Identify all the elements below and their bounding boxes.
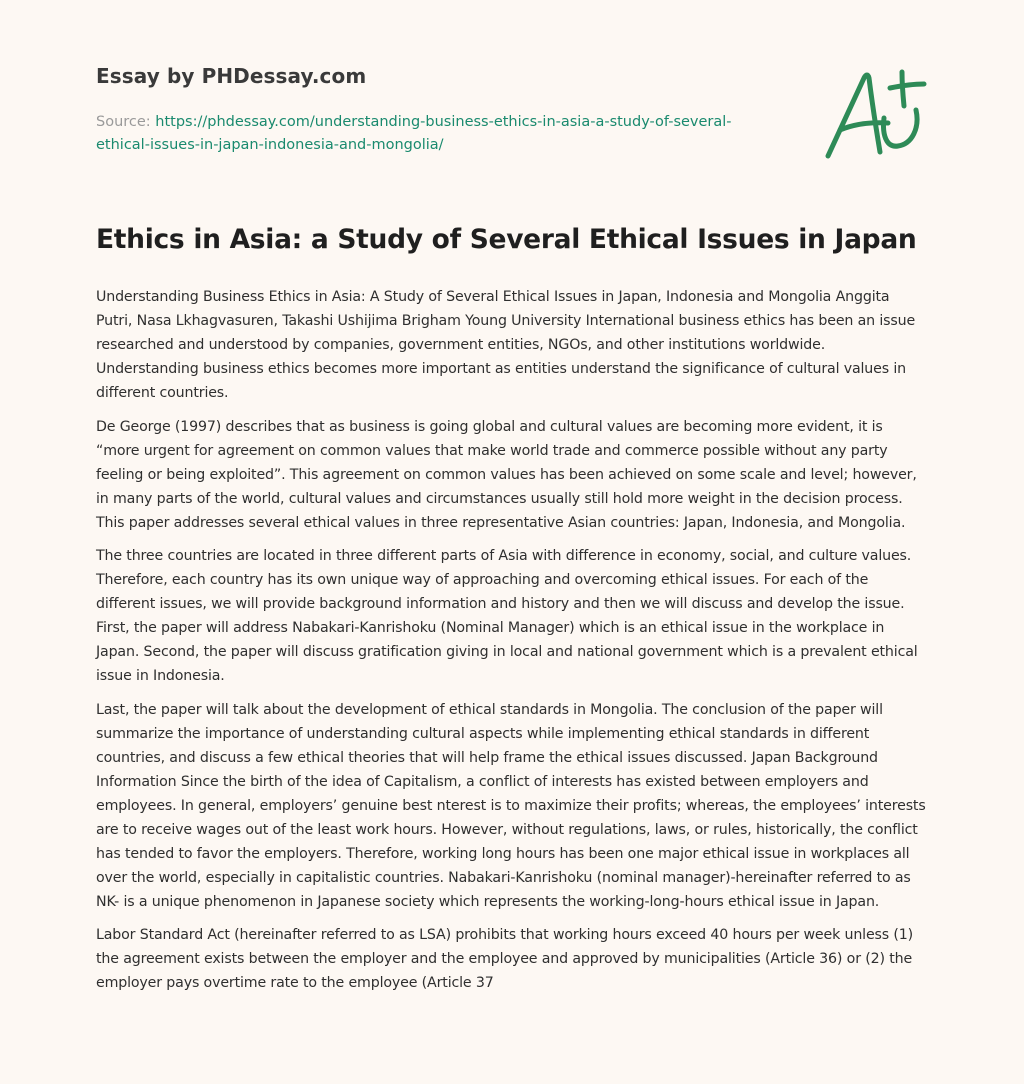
source-link-line-2: ethical-issues-in-japan-indonesia-and-mongolia/: [96, 137, 444, 153]
source-link-line-1: https://phdessay.com/understanding-business-ethics-in-asia-a-study-of-several-: [155, 114, 732, 130]
source-line: [96, 111, 796, 157]
essay-paragraph: De George (1997) describes that as business is going global and cultural values are becoming more evident, it is “more urgent for agreement on common values that make world trade and commerce possible without any party feeling or being exploited”. This agreement on common values has been achieved on some scale and level; however, in many parts of the world, cultural values and circumstances usually still hold more weight in the decision process. This paper addresses several ethical values in three representative Asian countries: Japan, Indonesia, and Mongolia.: [96, 418, 917, 531]
a-plus-logo-icon: [818, 68, 930, 164]
essay-paragraph: Understanding Business Ethics in Asia: A Study of Several Ethical Issues in Japan, Indonesia and Mongolia Anggita Putri, Nasa Lkhagvasuren, Takashi Ushijima Brigham Young University International business ethics has been an issue researched and understood by companies, government entities, NGOs, and other institutions worldwide. Understanding business ethics becomes more important as entities understand the significance of cultural values in different countries.: [96, 289, 916, 401]
source-link[interactable]: [96, 114, 732, 153]
source-label: Source:: [96, 114, 156, 130]
site-title: Essay by PHDessay.com: [96, 64, 367, 88]
essay-body: [96, 285, 930, 1005]
essay-paragraph: Labor Standard Act (hereinafter referred to as LSA) prohibits that working hours exceed 40 hours per week unless (1) the agreement exists between the employer and the employee and approved by municipalities (Article 36) or (2) the employer pays overtime rate to the employee (Article 37: [96, 927, 914, 992]
essay-paragraph: Last, the paper will talk about the development of ethical standards in Mongolia. The conclusion of the paper will summarize the importance of understanding cultural aspects while implementing ethical standards in different countries, and discuss a few ethical theories that will help frame the ethical issues discussed. Japan Background Information Since the birth of the idea of Capitalism, a conflict of interests has existed between employers and employees. In general, employers’ genuine best nterest is to maximize their profits; whereas, the employees’ interests are to receive wages out of the least work hours. However, without regulations, laws, or rules, historically, the conflict has tended to favor the employers. Therefore, working long hours has been one major ethical issue in workplaces all over the world, especially in capitalistic countries. Nabakari-Kanrishoku (nominal manager)-hereinafter referred to as NK- is a unique phenomenon in Japanese society which represents the working-long-hours ethical issue in Japan.: [96, 701, 926, 910]
essay-paragraph: The three countries are located in three different parts of Asia with difference in economy, social, and culture values. Therefore, each country has its own unique way of approaching and overcoming ethical issues. For each of the different issues, we will provide background information and history and then we will discuss and develop the issue. First, the paper will address Nabakari-Kanrishoku (Nominal Manager) which is an ethical issue in the workplace in Japan. Second, the paper will discuss gratification giving in local and national government which is a prevalent ethical issue in Indonesia.: [96, 548, 918, 685]
essay-title: Ethics in Asia: a Study of Several Ethical Issues in Japan: [96, 224, 917, 255]
